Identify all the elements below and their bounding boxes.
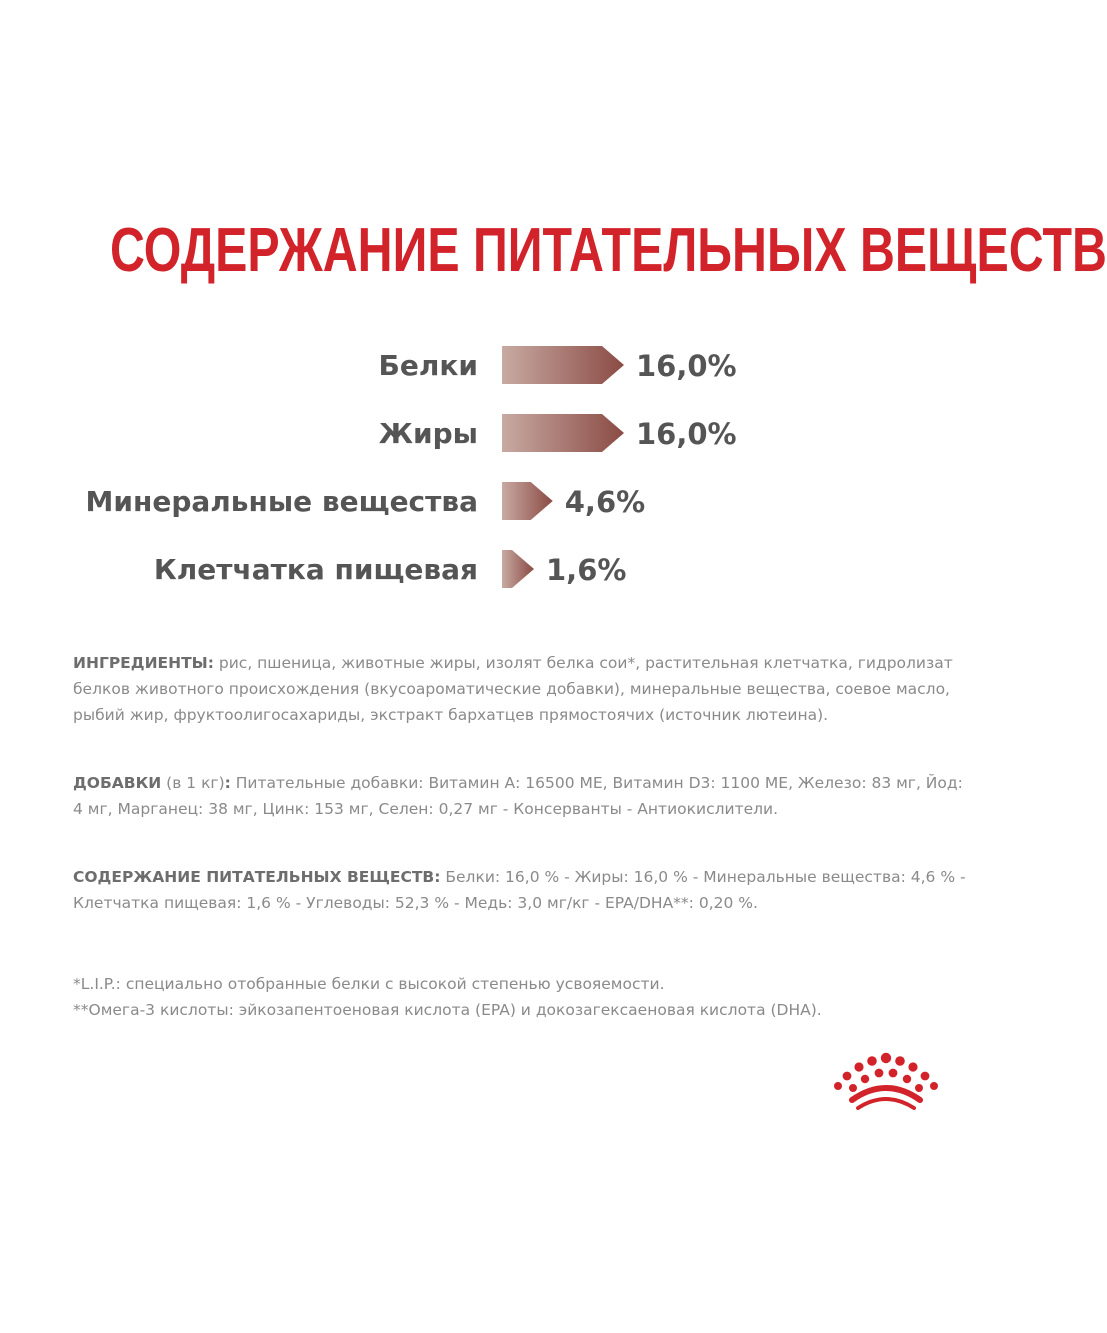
category-label: Белки: [378, 349, 478, 382]
ingredients-text: [73, 650, 973, 728]
bar-белки: [502, 346, 624, 384]
ingredients-body: рис, пшеница, животные жиры, изолят белка сои*, растительная клетчатка, гидролизат белков животного происхождения (вкусоароматические добавки), минеральные вещества, соевое масло, рыбий жир, фруктоолигосахариды, экстракт бархатцев прямостоячих (источник лютеина).: [73, 654, 953, 724]
category-label: Клетчатка пищевая: [153, 553, 478, 586]
value-label: 4,6%: [564, 485, 646, 519]
additives-body: Питательные добавки: Витамин А: 16500 МЕ, Витамин D3: 1100 МЕ, Железо: 83 мг, Йод: 4 мг, Марганец: 38 мг, Цинк: 153 мг, Селен: 0,27 мг - Консерванты - Антиокислители.: [73, 774, 963, 818]
nutrients-label: СОДЕРЖАНИЕ ПИТАТЕЛЬНЫХ ВЕЩЕСТВ:: [73, 868, 441, 886]
page-title: СОДЕРЖАНИЕ ПИТАТЕЛЬНЫХ ВЕЩЕСТВ: [110, 216, 1107, 285]
nutrients-text: [73, 864, 973, 916]
value-label: 16,0%: [636, 417, 737, 451]
category-label: Минеральные вещества: [85, 485, 478, 518]
additives-label: ДОБАВКИ: [73, 774, 162, 792]
value-label: 1,6%: [546, 553, 627, 587]
footnote-omega3: **Омега-3 кислоты: эйкозапентоеновая кислота (EPA) и докозагексаеновая кислота (DHA).: [73, 1001, 822, 1019]
footnote-lip: *L.I.P.: специально отобранные белки с высокой степенью усвояемости.: [73, 975, 665, 993]
bar-жиры: [502, 414, 624, 452]
nutrients-body: Белки: 16,0 % - Жиры: 16,0 % - Минеральные вещества: 4,6 % - Клетчатка пищевая: 1,6 % - Углеводы: 52,3 % - Медь: 3,0 мг/кг - EPA/DHA**: 0,20 %.: [73, 868, 966, 912]
nutrient-bar-chart: [0, 330, 1000, 610]
additives-unit: (в 1 кг): [161, 774, 225, 792]
category-label: Жиры: [378, 417, 478, 450]
bar-клетчатка-пищевая: [502, 550, 534, 588]
ingredients-label: ИНГРЕДИЕНТЫ:: [73, 654, 214, 672]
additives-colon: :: [224, 774, 231, 792]
additives-text: [73, 770, 973, 822]
bar-минеральные-вещества: [502, 482, 553, 520]
royal-canin-crown-icon: [832, 1050, 940, 1112]
value-label: 16,0%: [636, 349, 737, 383]
